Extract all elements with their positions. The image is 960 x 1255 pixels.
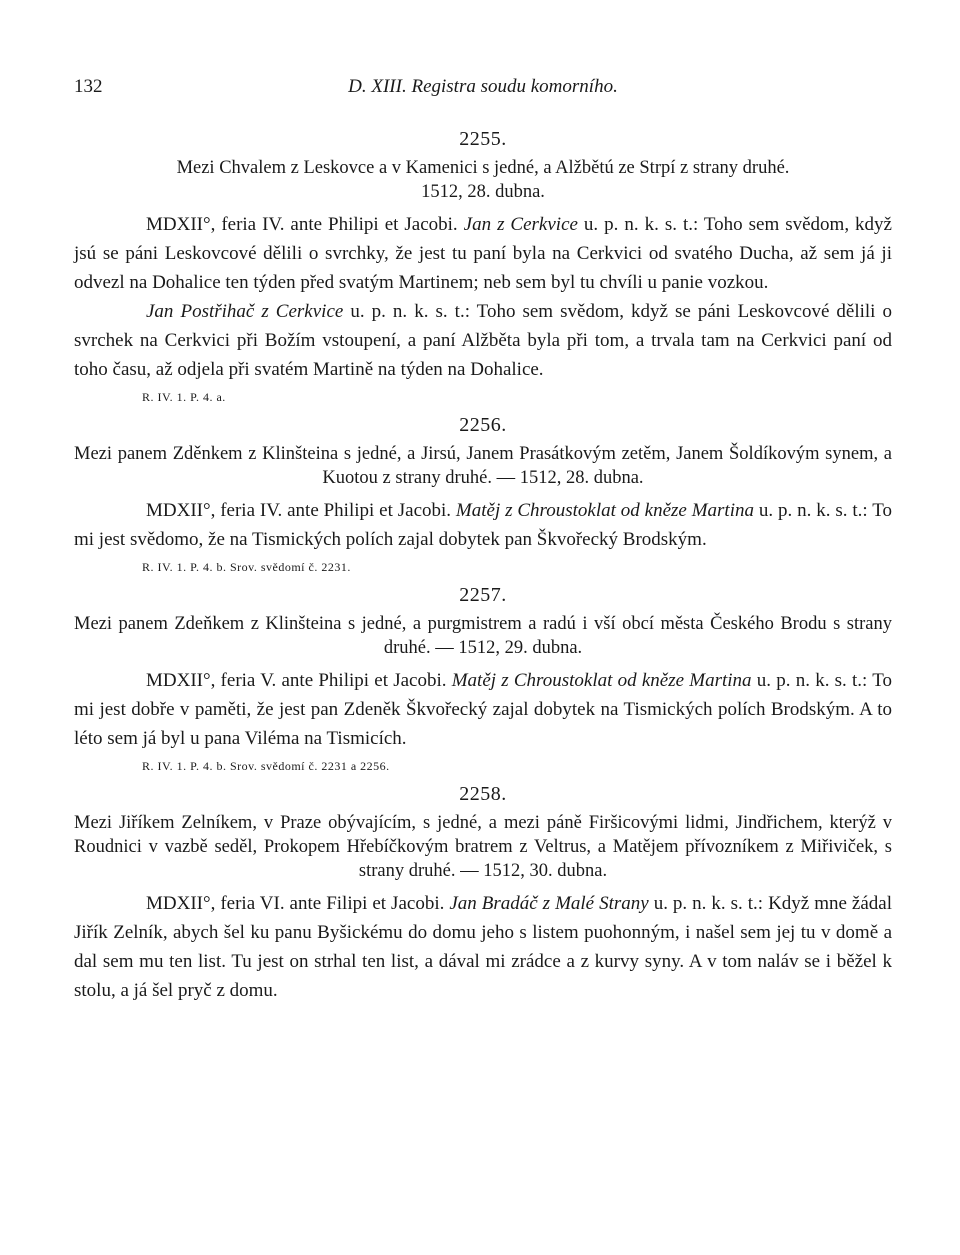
entry-number: 2258.: [459, 783, 507, 805]
entry-summary-text: Mezi Chvalem z Leskovce a v Kamenici s jedné, a Alžbětú ze Strpí z strany druhé.: [176, 158, 790, 178]
witness-name: Jan Postřihač z Cerkvice: [146, 301, 344, 322]
testimony-paragraph: [74, 889, 892, 1005]
entry-number: 2257.: [459, 584, 507, 606]
source-reference: R. IV. 1. P. 4. b. Srov. svědomí č. 2231.: [142, 560, 351, 574]
testimony-text: u. p. n. k. s. t.: To mi jest svědomo, že na Tismických polích zajal dobytek pan Škvořecký Brodským.: [74, 500, 892, 550]
page-content: [74, 120, 892, 1005]
testimony-date: MDXII°, feria IV. ante Philipi et Jacobi.: [146, 500, 456, 521]
witness-name: Matěj z Chroustoklat od kněze Martina: [451, 670, 752, 691]
entry-number: 2256.: [459, 414, 507, 436]
witness-name: Jan Bradáč z Malé Strany: [449, 893, 649, 914]
testimony-date: MDXII°, feria V. ante Philipi et Jacobi.: [146, 670, 452, 691]
testimony-text: u. p. n. k. s. t.: Toho sem svědom, když se páni Leskovcové dělili o svrchek na Cerkvici při Božím vstoupení, a paní Alžběta byla při tom, a trvala tam na Cerkvici paní od toho času, až odjela při svatém Martině na týden na Dohalice.: [74, 301, 892, 380]
testimony-text: u. p. n. k. s. t.: Když mne žádal Jiřík Zelník, abych šel ku panu Byšickému do domu jeho s listem puohonným, i našel sem jej tu v domě a dal sem mu ten list. Tu jest on strhal ten list, a dával mi zrádce a z kurvy syny. A v tom naláv se i běžel k stolu, a já šel pryč z domu.: [74, 893, 892, 1001]
source-reference: R. IV. 1. P. 4. b. Srov. svědomí č. 2231 a 2256.: [142, 759, 390, 773]
witness-name: Matěj z Chroustoklat od kněze Martina: [455, 500, 754, 521]
page-header: [74, 76, 892, 102]
entry-summary: [74, 442, 892, 490]
entry-summary-date: 1512, 28. dubna.: [421, 182, 545, 202]
testimony-date: MDXII°, feria IV. ante Philipi et Jacobi.: [146, 214, 464, 235]
testimony-text: u. p. n. k. s. t.: Toho sem svědom, když jsú se páni Leskovcové dělili o svrchky, že jest tu paní byla na Cerkvici od svatého Ducha, až sem já ji odvezl na Dohalice ten týden před svatým Martinem; neb sem byl tu chvíli u panie vozkou.: [74, 214, 892, 293]
testimony-text: u. p. n. k. s. t.: To mi jest dobře v paměti, že jest pan Zdeněk Škvořecký zajal dobytek na Tismických polích Brodským. A to léto sem já byl u pana Viléma na Tismicích.: [74, 670, 892, 749]
entry-summary-text: Mezi Jiříkem Zelníkem, v Praze obývajícím, s jedné, a mezi páně Firšicovými lidmi, Jindřichem, kterýž v Roudnici v vazbě seděl, Prokopem Hřebíčkovým bratrem z Veltrus, a Matějem přívozníkem z Miřiviček, s strany druhé. — 1512, 30. dubna.: [74, 813, 892, 881]
entry-summary-text: Mezi panem Zděnkem z Klinšteina s jedné, a Jirsú, Janem Prasátkovým zetěm, Janem Šoldíkovým synem, a Kuotou z strany druhé. — 1512, 28. dubna.: [74, 444, 892, 488]
entry-summary-text: Mezi panem Zdeňkem z Klinšteina s jedné, a purgmistrem a radú i vší obcí města Českého Brodu s strany druhé. — 1512, 29. dubna.: [74, 614, 892, 658]
entry-summary: [74, 156, 892, 204]
running-title: D. XIII. Registra soudu komorního.: [348, 76, 618, 97]
entry-number: 2255.: [459, 128, 507, 150]
entry-summary: [74, 811, 892, 883]
source-reference: R. IV. 1. P. 4. a.: [142, 390, 226, 404]
testimony-paragraph: [74, 210, 892, 297]
testimony-paragraph: [74, 496, 892, 554]
entry-summary: [74, 612, 892, 660]
witness-name: Jan z Cerkvice: [463, 214, 578, 235]
testimony-paragraph: [74, 666, 892, 753]
page-number: 132: [74, 76, 103, 97]
testimony-date: MDXII°, feria VI. ante Filipi et Jacobi.: [146, 893, 450, 914]
testimony-paragraph: [74, 297, 892, 384]
